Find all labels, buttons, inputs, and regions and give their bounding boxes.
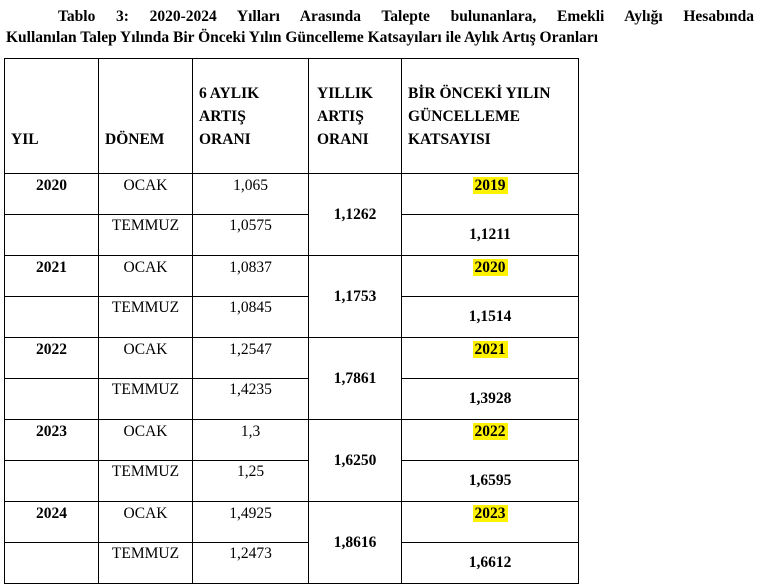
year-cell: 2021: [5, 256, 99, 297]
period-cell: OCAK: [99, 502, 193, 543]
prev-year-cell: [402, 338, 579, 379]
six-month-rate-cell: 1,065: [193, 174, 309, 215]
annual-rate-cell: 1,7861: [309, 338, 402, 420]
year-cell: 2024: [5, 502, 99, 543]
six-month-rate-cell: 1,4235: [193, 379, 309, 420]
six-month-rate-cell: 1,4925: [193, 502, 309, 543]
annual-rate-cell: 1,1753: [309, 256, 402, 338]
table-row: [5, 379, 579, 420]
period-cell: TEMMUZ: [99, 215, 193, 256]
table-row: [5, 502, 579, 543]
table-row: [5, 297, 579, 338]
year-cell-empty: [5, 215, 99, 256]
year-cell-empty: [5, 297, 99, 338]
header-year: YIL: [5, 59, 99, 174]
prev-year-cell: [402, 420, 579, 461]
coef-cell: 1,3928: [402, 379, 579, 420]
table-row: [5, 215, 579, 256]
prev-year-highlight: 2023: [474, 505, 506, 522]
period-cell: TEMMUZ: [99, 379, 193, 420]
period-cell: TEMMUZ: [99, 461, 193, 502]
six-month-rate-cell: 1,25: [193, 461, 309, 502]
coef-cell: 1,6612: [402, 543, 579, 584]
year-cell: 2020: [5, 174, 99, 215]
coef-cell: 1,1211: [402, 215, 579, 256]
year-cell-empty: [5, 379, 99, 420]
six-month-rate-cell: 1,0845: [193, 297, 309, 338]
table-row: [5, 543, 579, 584]
table-row: [5, 174, 579, 215]
table-row: [5, 256, 579, 297]
caption-line-1: Tablo 3: 2020-2024 Yılları Arasında Talepte bulunanlara, Emekli Aylığı Hesabında: [58, 8, 754, 25]
caption-line-2: Kullanılan Talep Yılında Bir Önceki Yılın Güncelleme Katsayıları ile Aylık Artış Oranları: [6, 29, 599, 46]
coef-cell: 1,1514: [402, 297, 579, 338]
year-cell: 2022: [5, 338, 99, 379]
header-period: DÖNEM: [99, 59, 193, 174]
period-cell: TEMMUZ: [99, 297, 193, 338]
year-cell-empty: [5, 461, 99, 502]
year-cell: 2023: [5, 420, 99, 461]
annual-rate-cell: 1,1262: [309, 174, 402, 256]
header-row: [5, 59, 579, 174]
prev-year-highlight: 2021: [474, 341, 506, 358]
six-month-rate-cell: 1,3: [193, 420, 309, 461]
header-six-month: 6 AYLIK ARTIŞ ORANI: [193, 59, 309, 174]
annual-rate-cell: 1,6250: [309, 420, 402, 502]
year-cell-empty: [5, 543, 99, 584]
coef-cell: 1,6595: [402, 461, 579, 502]
table-row: [5, 420, 579, 461]
six-month-rate-cell: 1,2547: [193, 338, 309, 379]
prev-year-cell: [402, 502, 579, 543]
prev-year-highlight: 2022: [474, 423, 506, 440]
period-cell: OCAK: [99, 256, 193, 297]
six-month-rate-cell: 1,0575: [193, 215, 309, 256]
period-cell: OCAK: [99, 420, 193, 461]
prev-year-highlight: 2020: [474, 259, 506, 276]
period-cell: OCAK: [99, 174, 193, 215]
header-annual: YILLIK ARTIŞ ORANI: [309, 59, 402, 174]
six-month-rate-cell: 1,2473: [193, 543, 309, 584]
six-month-rate-cell: 1,0837: [193, 256, 309, 297]
header-coef: BİR ÖNCEKİ YILIN GÜNCELLEME KATSAYISI: [402, 59, 579, 174]
period-cell: OCAK: [99, 338, 193, 379]
prev-year-cell: [402, 256, 579, 297]
period-cell: TEMMUZ: [99, 543, 193, 584]
data-table: [4, 58, 579, 584]
table-row: [5, 461, 579, 502]
annual-rate-cell: 1,8616: [309, 502, 402, 584]
prev-year-cell: [402, 174, 579, 215]
table-caption: [6, 6, 754, 48]
table-row: [5, 338, 579, 379]
prev-year-highlight: 2019: [474, 177, 506, 194]
